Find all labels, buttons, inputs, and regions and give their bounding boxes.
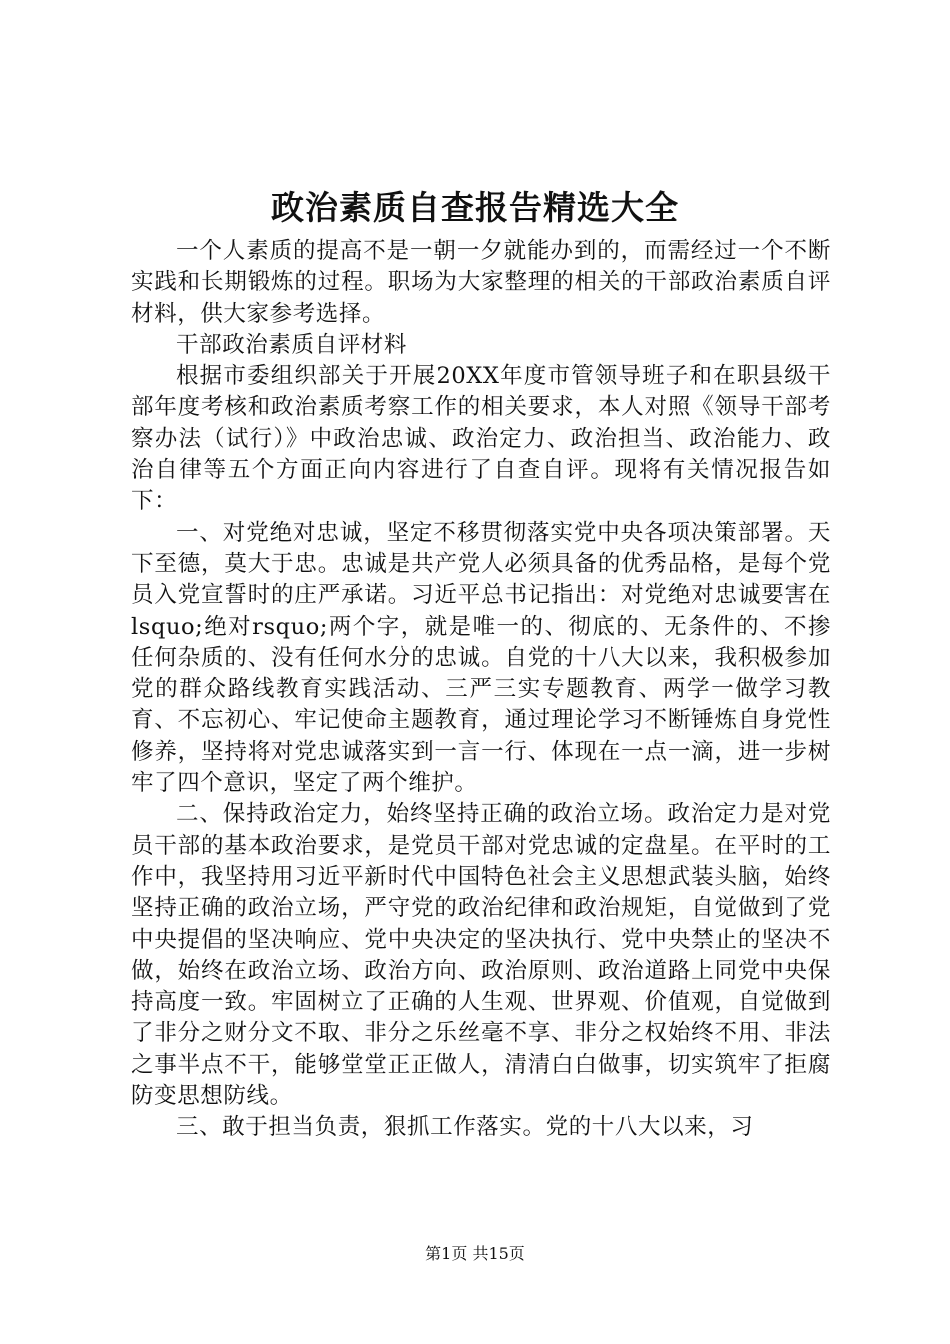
paragraph-section-2: 二、保持政治定力，始终坚持正确的政治立场。政治定力是对党员干部的基本政治要求，是党员干部对党忠诚的定盘星。在平时的工作中，我坚持用习近平新时代中国特色社会主义思想武装头脑，始终坚持正确的政治立场，严守党的政治纪律和政治规矩，自觉做到了党中央提倡的坚决响应、党中央决定的坚决执行、党中央禁止的坚决不做，始终在政治立场、政治方向、政治原则、政治道路上同党中央保持高度一致。牢固树立了正确的人生观、世界观、价值观，自觉做到了非分之财分文不取、非分之乐丝毫不享、非分之权始终不用、非法之事半点不干，能够堂堂正正做人，清清白白做事，切实筑牢了拒腐防变思想防线。 bbox=[131, 801, 831, 1110]
paragraph-section-1: 一、对党绝对忠诚，坚定不移贯彻落实党中央各项决策部署。天下至德，莫大于忠。忠诚是共产党人必须具备的优秀品格，是每个党员入党宣誓时的庄严承诺。习近平总书记指出：对党绝对忠诚要害在lsquo;绝对rsquo;两个字，就是唯一的、彻底的、无条件的、不掺任何杂质的、没有任何水分的忠诚。自党的十八大以来，我积极参加党的群众路线教育实践活动、三严三实专题教育、两学一做学习教育、不忘初心、牢记使命主题教育，通过理论学习不断锤炼自身党性修养，坚持将对党忠诚落实到一言一行、体现在一点一滴，进一步树牢了四个意识，坚定了两个维护。 bbox=[131, 519, 831, 797]
paragraph-section-3: 三、敢于担当负责，狠抓工作落实。党的十八大以来，习 bbox=[176, 1114, 754, 1141]
paragraph-intro: 一个人素质的提高不是一朝一夕就能办到的，而需经过一个不断实践和长期锻炼的过程。职场为大家整理的相关的干部政治素质自评材料，供大家参考选择。 bbox=[131, 238, 831, 327]
paragraph-background: 根据市委组织部关于开展20XX年度市管领导班子和在职县级干部年度考核和政治素质考察工作的相关要求，本人对照《领导干部考察办法（试行）》中政治忠诚、政治定力、政治担当、政治能力、政治自律等五个方面正向内容进行了自查自评。现将有关情况报告如下： bbox=[131, 363, 831, 515]
document-title: 政治素质自查报告精选大全 bbox=[271, 188, 679, 227]
page-number: 第1页 共15页 bbox=[425, 1244, 525, 1263]
document-body bbox=[131, 236, 831, 1144]
paragraph-subtitle: 干部政治素质自评材料 bbox=[176, 331, 408, 358]
